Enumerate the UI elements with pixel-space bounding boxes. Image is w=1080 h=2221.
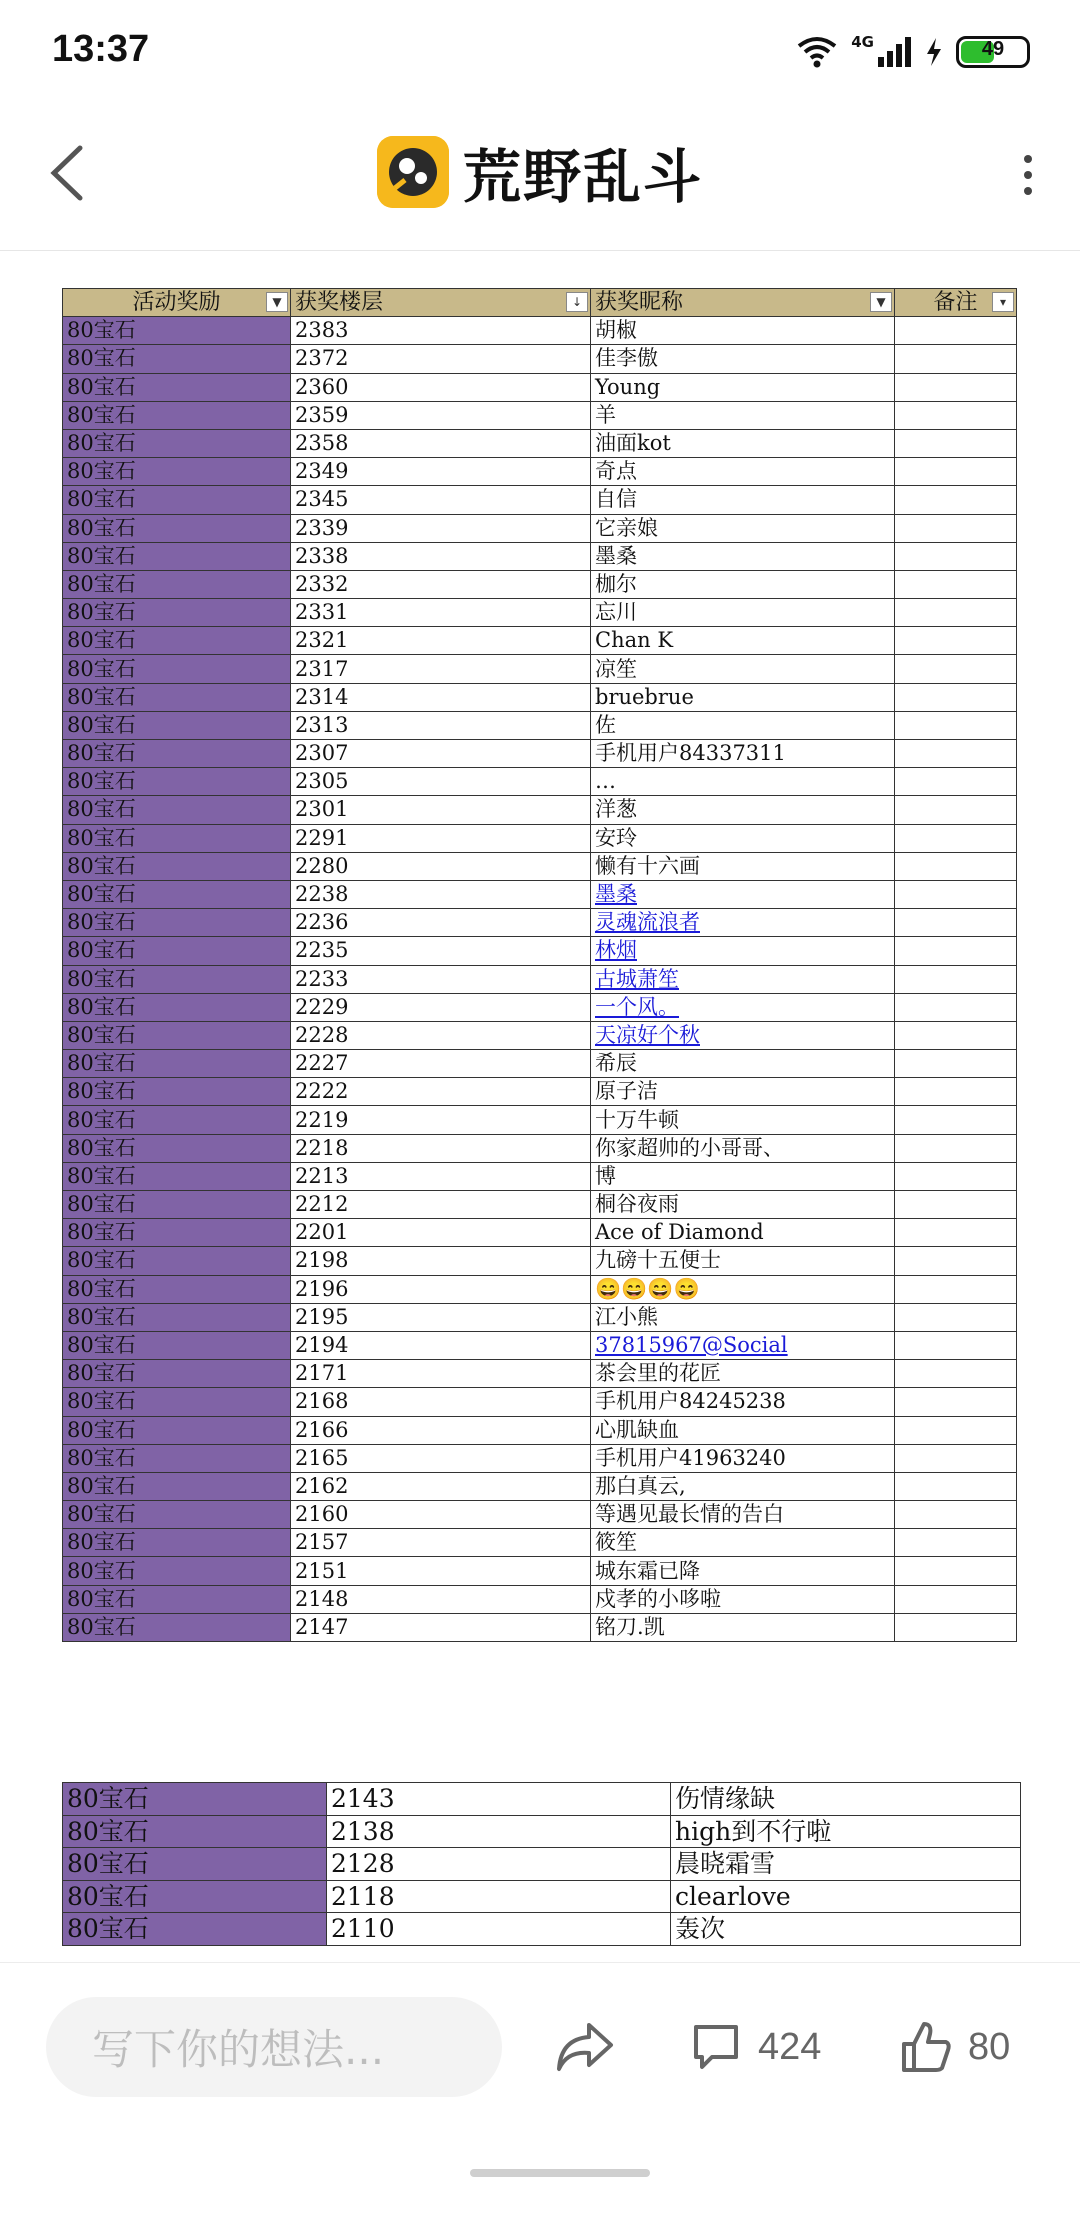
nickname-cell: 十万牛顿 (591, 1106, 895, 1134)
note-cell (895, 993, 1017, 1021)
dropdown-icon: ▾ (992, 292, 1014, 312)
note-cell (895, 1162, 1017, 1190)
table-row (63, 1613, 1017, 1641)
floor-cell: 2358 (291, 429, 591, 457)
note-cell (895, 1360, 1017, 1388)
nickname-cell[interactable]: 古城萧笙 (591, 965, 895, 993)
header-note-label: 备注 (933, 290, 978, 316)
nickname-cell: Ace of Diamond (591, 1219, 895, 1247)
reward-cell: 80宝石 (63, 1529, 291, 1557)
nickname-cell: 羊 (591, 401, 895, 429)
more-options-icon[interactable] (1016, 145, 1040, 205)
floor-cell: 2338 (291, 542, 591, 570)
filter-icon: ▼ (870, 292, 892, 312)
note-cell (895, 1021, 1017, 1049)
note-cell (895, 458, 1017, 486)
nickname-cell: 奇点 (591, 458, 895, 486)
table-row (63, 542, 1017, 570)
comment-count: 424 (758, 2025, 822, 2068)
reward-cell: 80宝石 (63, 824, 291, 852)
note-cell (895, 1303, 1017, 1331)
note-cell (895, 373, 1017, 401)
nickname-cell: 晨晓霜雪 (671, 1848, 1021, 1881)
note-cell (895, 740, 1017, 768)
reward-cell: 80宝石 (63, 1106, 291, 1134)
floor-cell: 2383 (291, 317, 591, 345)
reward-cell: 80宝石 (63, 1331, 291, 1359)
table-row (63, 1501, 1017, 1529)
nickname-cell: 手机用户41963240 (591, 1444, 895, 1472)
winners-sheet (62, 288, 1017, 1642)
table-row (63, 1585, 1017, 1613)
table-row (63, 1360, 1017, 1388)
reward-cell: 80宝石 (63, 627, 291, 655)
page-title: 荒野乱斗 (462, 143, 703, 211)
note-cell (895, 1613, 1017, 1641)
table-row (63, 1134, 1017, 1162)
table-row (63, 401, 1017, 429)
reward-cell: 80宝石 (63, 880, 291, 908)
reward-cell: 80宝石 (63, 768, 291, 796)
bottom-action-bar (0, 1962, 1080, 2221)
floor-cell: 2236 (291, 909, 591, 937)
floor-cell: 2321 (291, 627, 591, 655)
comment-button[interactable] (690, 2017, 821, 2077)
note-cell (895, 1106, 1017, 1134)
table-row (63, 937, 1017, 965)
comment-placeholder: 写下你的想法... (92, 2025, 385, 2074)
floor-cell: 2359 (291, 401, 591, 429)
reward-cell: 80宝石 (63, 542, 291, 570)
table-row (63, 1472, 1017, 1500)
nickname-cell[interactable]: 墨桑 (591, 880, 895, 908)
table-row (63, 1050, 1017, 1078)
floor-cell: 2138 (327, 1815, 671, 1848)
nickname-cell: 那白真云, (591, 1472, 895, 1500)
filter-icon: ▼ (266, 292, 288, 312)
reward-cell: 80宝石 (63, 570, 291, 598)
table-row (63, 1191, 1017, 1219)
table-row (63, 317, 1017, 345)
table-row (63, 1557, 1017, 1585)
floor-cell: 2331 (291, 599, 591, 627)
winners-sheet-continued (62, 1782, 1021, 1946)
table-row (63, 1529, 1017, 1557)
header-nickname (591, 289, 895, 317)
reward-cell: 80宝石 (63, 965, 291, 993)
floor-cell: 2128 (327, 1848, 671, 1881)
sort-icon: ↓ (566, 292, 588, 312)
table-row (63, 1388, 1017, 1416)
reward-cell: 80宝石 (63, 1050, 291, 1078)
note-cell (895, 514, 1017, 542)
floor-cell: 2229 (291, 993, 591, 1021)
nickname-cell[interactable]: 林烟 (591, 937, 895, 965)
floor-cell: 2171 (291, 1360, 591, 1388)
note-cell (895, 1050, 1017, 1078)
share-button[interactable] (555, 2017, 615, 2077)
nickname-cell: 你家超帅的小哥哥、 (591, 1134, 895, 1162)
note-cell (895, 429, 1017, 457)
note-cell (895, 1557, 1017, 1585)
floor-cell: 2143 (327, 1783, 671, 1816)
nickname-cell: 江小熊 (591, 1303, 895, 1331)
home-indicator[interactable] (470, 2169, 650, 2177)
floor-cell: 2168 (291, 1388, 591, 1416)
nickname-cell: 伤情缘缺 (671, 1783, 1021, 1816)
reward-cell: 80宝石 (63, 1848, 327, 1881)
like-count: 80 (968, 2025, 1011, 2068)
header-note (895, 289, 1017, 317)
floor-cell: 2201 (291, 1219, 591, 1247)
reward-cell: 80宝石 (63, 1815, 327, 1848)
table-row (63, 909, 1017, 937)
reward-cell: 80宝石 (63, 1247, 291, 1275)
wifi-icon (797, 36, 837, 68)
nickname-cell: 原子洁 (591, 1078, 895, 1106)
note-cell (895, 1247, 1017, 1275)
comment-input[interactable] (46, 1997, 502, 2097)
floor-cell: 2291 (291, 824, 591, 852)
reward-cell: 80宝石 (63, 1444, 291, 1472)
nickname-cell: bruebrue (591, 683, 895, 711)
table-row (63, 514, 1017, 542)
note-cell (895, 1416, 1017, 1444)
reward-cell: 80宝石 (63, 458, 291, 486)
header-reward-label: 活动奖励 (132, 290, 221, 316)
reward-cell: 80宝石 (63, 1303, 291, 1331)
header-floor-label: 获奖楼层 (295, 290, 384, 316)
floor-cell: 2301 (291, 796, 591, 824)
note-cell (895, 599, 1017, 627)
header-nickname-label: 获奖昵称 (595, 290, 684, 316)
reward-cell: 80宝石 (63, 1880, 327, 1913)
header-floor (291, 289, 591, 317)
reward-cell: 80宝石 (63, 1275, 291, 1303)
table-row (63, 1303, 1017, 1331)
reward-cell: 80宝石 (63, 796, 291, 824)
table-row (63, 824, 1017, 852)
note-cell (895, 937, 1017, 965)
floor-cell: 2218 (291, 1134, 591, 1162)
battery-level: 49 (981, 38, 1005, 60)
nickname-cell: 手机用户84245238 (591, 1388, 895, 1416)
reward-cell: 80宝石 (63, 514, 291, 542)
nickname-cell: Chan K (591, 627, 895, 655)
reward-cell: 80宝石 (63, 373, 291, 401)
nickname-cell: 洋葱 (591, 796, 895, 824)
reward-cell: 80宝石 (63, 711, 291, 739)
reward-cell: 80宝石 (63, 1134, 291, 1162)
floor-cell: 2313 (291, 711, 591, 739)
note-cell (895, 1388, 1017, 1416)
sheet-header-row (63, 289, 1017, 317)
table-row (63, 486, 1017, 514)
header-reward (63, 289, 291, 317)
nickname-cell: 佐 (591, 711, 895, 739)
floor-cell: 2147 (291, 1613, 591, 1641)
table-row (63, 711, 1017, 739)
floor-cell: 2151 (291, 1557, 591, 1585)
note-cell (895, 317, 1017, 345)
note-cell (895, 1501, 1017, 1529)
floor-cell: 2233 (291, 965, 591, 993)
note-cell (895, 1275, 1017, 1303)
note-cell (895, 627, 1017, 655)
charging-icon (926, 38, 942, 66)
nickname-cell: 等遇见最长情的告白 (591, 1501, 895, 1529)
floor-cell: 2194 (291, 1331, 591, 1359)
table-row (63, 655, 1017, 683)
table-row (63, 768, 1017, 796)
table-row (63, 1078, 1017, 1106)
reward-cell: 80宝石 (63, 1783, 327, 1816)
table-row (63, 965, 1017, 993)
table-row (63, 345, 1017, 373)
note-cell (895, 852, 1017, 880)
note-cell (895, 796, 1017, 824)
note-cell (895, 1078, 1017, 1106)
floor-cell: 2314 (291, 683, 591, 711)
floor-cell: 2307 (291, 740, 591, 768)
floor-cell: 2157 (291, 1529, 591, 1557)
nickname-cell: 博 (591, 1162, 895, 1190)
table-row (63, 429, 1017, 457)
reward-cell: 80宝石 (63, 1501, 291, 1529)
status-bar (0, 0, 1080, 100)
nickname-cell[interactable]: 天凉好个秋 (591, 1021, 895, 1049)
reward-cell: 80宝石 (63, 401, 291, 429)
floor-cell: 2280 (291, 852, 591, 880)
table-row (63, 1162, 1017, 1190)
table-row (63, 1106, 1017, 1134)
nickname-cell: clearlove (671, 1880, 1021, 1913)
table-row (63, 627, 1017, 655)
nickname-cell: 懒有十六画 (591, 852, 895, 880)
reward-cell: 80宝石 (63, 740, 291, 768)
battery-icon (956, 36, 1030, 68)
like-button[interactable] (900, 2017, 1010, 2077)
floor-cell: 2212 (291, 1191, 591, 1219)
note-cell (895, 1219, 1017, 1247)
note-cell (895, 1472, 1017, 1500)
network-type: 4G (851, 33, 874, 51)
reward-cell: 80宝石 (63, 1472, 291, 1500)
table-row (63, 683, 1017, 711)
reward-cell: 80宝石 (63, 1913, 327, 1946)
floor-cell: 2165 (291, 1444, 591, 1472)
table-row (63, 1021, 1017, 1049)
reward-cell: 80宝石 (63, 1162, 291, 1190)
nickname-cell: 九磅十五便士 (591, 1247, 895, 1275)
note-cell (895, 880, 1017, 908)
nickname-cell[interactable]: 一个风。 (591, 993, 895, 1021)
nickname-cell: Young (591, 373, 895, 401)
nickname-cell: 忘川 (591, 599, 895, 627)
note-cell (895, 1191, 1017, 1219)
reward-cell: 80宝石 (63, 852, 291, 880)
reward-cell: 80宝石 (63, 486, 291, 514)
table-row (63, 599, 1017, 627)
nickname-cell: … (591, 768, 895, 796)
nickname-cell: 希辰 (591, 1050, 895, 1078)
note-cell (895, 486, 1017, 514)
table-row (63, 740, 1017, 768)
table-row (63, 1331, 1017, 1359)
floor-cell: 2305 (291, 768, 591, 796)
note-cell (895, 768, 1017, 796)
floor-cell: 2360 (291, 373, 591, 401)
table-row (63, 1848, 1021, 1881)
nickname-cell: 自信 (591, 486, 895, 514)
table-row (63, 570, 1017, 598)
reward-cell: 80宝石 (63, 1585, 291, 1613)
floor-cell: 2235 (291, 937, 591, 965)
reward-cell: 80宝石 (63, 1388, 291, 1416)
table-row (63, 1416, 1017, 1444)
status-icons (797, 30, 1030, 74)
floor-cell: 2228 (291, 1021, 591, 1049)
floor-cell: 2110 (327, 1913, 671, 1946)
header-title-group (0, 130, 1080, 214)
nickname-cell: 城东霜已降 (591, 1557, 895, 1585)
table-row (63, 1783, 1021, 1816)
reward-cell: 80宝石 (63, 345, 291, 373)
reward-cell: 80宝石 (63, 655, 291, 683)
nickname-cell: 桐谷夜雨 (591, 1191, 895, 1219)
reward-cell: 80宝石 (63, 317, 291, 345)
nickname-cell: 它亲娘 (591, 514, 895, 542)
floor-cell: 2196 (291, 1275, 591, 1303)
reward-cell: 80宝石 (63, 1613, 291, 1641)
table-row (63, 1275, 1017, 1303)
note-cell (895, 1134, 1017, 1162)
nickname-cell: 心肌缺血 (591, 1416, 895, 1444)
reward-cell: 80宝石 (63, 1021, 291, 1049)
status-time: 13:37 (52, 28, 150, 70)
table-row (63, 852, 1017, 880)
nickname-cell: 枷尔 (591, 570, 895, 598)
floor-cell: 2238 (291, 880, 591, 908)
reward-cell: 80宝石 (63, 909, 291, 937)
note-cell (895, 1331, 1017, 1359)
table-row (63, 880, 1017, 908)
note-cell (895, 570, 1017, 598)
table-row (63, 1247, 1017, 1275)
table-row (63, 796, 1017, 824)
floor-cell: 2198 (291, 1247, 591, 1275)
note-cell (895, 824, 1017, 852)
nickname-cell: 😄😄😄😄 (591, 1275, 895, 1303)
nickname-cell: 凉笙 (591, 655, 895, 683)
reward-cell: 80宝石 (63, 599, 291, 627)
table-row (63, 993, 1017, 1021)
note-cell (895, 542, 1017, 570)
reward-cell: 80宝石 (63, 1416, 291, 1444)
table-row (63, 1880, 1021, 1913)
table-row (63, 458, 1017, 486)
reward-cell: 80宝石 (63, 937, 291, 965)
note-cell (895, 711, 1017, 739)
nickname-cell: 佳李傲 (591, 345, 895, 373)
table-row (63, 1444, 1017, 1472)
reward-cell: 80宝石 (63, 1360, 291, 1388)
thumbs-up-icon (900, 2020, 952, 2074)
note-cell (895, 1585, 1017, 1613)
note-cell (895, 345, 1017, 373)
note-cell (895, 683, 1017, 711)
table-row (63, 1815, 1021, 1848)
nickname-cell[interactable]: 37815967@Social (591, 1331, 895, 1359)
share-icon (555, 2019, 615, 2075)
floor-cell: 2219 (291, 1106, 591, 1134)
floor-cell: 2227 (291, 1050, 591, 1078)
reward-cell: 80宝石 (63, 429, 291, 457)
reward-cell: 80宝石 (63, 993, 291, 1021)
floor-cell: 2317 (291, 655, 591, 683)
note-cell (895, 655, 1017, 683)
app-header (0, 100, 1080, 251)
floor-cell: 2195 (291, 1303, 591, 1331)
nickname-cell: 茶会里的花匠 (591, 1360, 895, 1388)
nickname-cell: 筱笙 (591, 1529, 895, 1557)
table-row (63, 1219, 1017, 1247)
nickname-cell: 手机用户84337311 (591, 740, 895, 768)
signal-icon (878, 37, 912, 67)
floor-cell: 2222 (291, 1078, 591, 1106)
note-cell (895, 909, 1017, 937)
table-row (63, 1913, 1021, 1946)
floor-cell: 2166 (291, 1416, 591, 1444)
floor-cell: 2345 (291, 486, 591, 514)
floor-cell: 2148 (291, 1585, 591, 1613)
nickname-cell: 墨桑 (591, 542, 895, 570)
floor-cell: 2349 (291, 458, 591, 486)
floor-cell: 2372 (291, 345, 591, 373)
game-logo-icon (377, 136, 449, 208)
nickname-cell: 轰次 (671, 1913, 1021, 1946)
nickname-cell: 戍孝的小哆啦 (591, 1585, 895, 1613)
floor-cell: 2213 (291, 1162, 591, 1190)
table-row (63, 373, 1017, 401)
note-cell (895, 401, 1017, 429)
floor-cell: 2160 (291, 1501, 591, 1529)
nickname-cell: 油面kot (591, 429, 895, 457)
floor-cell: 2332 (291, 570, 591, 598)
note-cell (895, 1444, 1017, 1472)
nickname-cell[interactable]: 灵魂流浪者 (591, 909, 895, 937)
note-cell (895, 965, 1017, 993)
nickname-cell: 胡椒 (591, 317, 895, 345)
floor-cell: 2162 (291, 1472, 591, 1500)
reward-cell: 80宝石 (63, 683, 291, 711)
reward-cell: 80宝石 (63, 1219, 291, 1247)
floor-cell: 2339 (291, 514, 591, 542)
reward-cell: 80宝石 (63, 1078, 291, 1106)
nickname-cell: 铭刀.凯 (591, 1613, 895, 1641)
comment-icon (690, 2021, 742, 2073)
nickname-cell: 安玲 (591, 824, 895, 852)
floor-cell: 2118 (327, 1880, 671, 1913)
nickname-cell: high到不行啦 (671, 1815, 1021, 1848)
reward-cell: 80宝石 (63, 1191, 291, 1219)
note-cell (895, 1529, 1017, 1557)
reward-cell: 80宝石 (63, 1557, 291, 1585)
